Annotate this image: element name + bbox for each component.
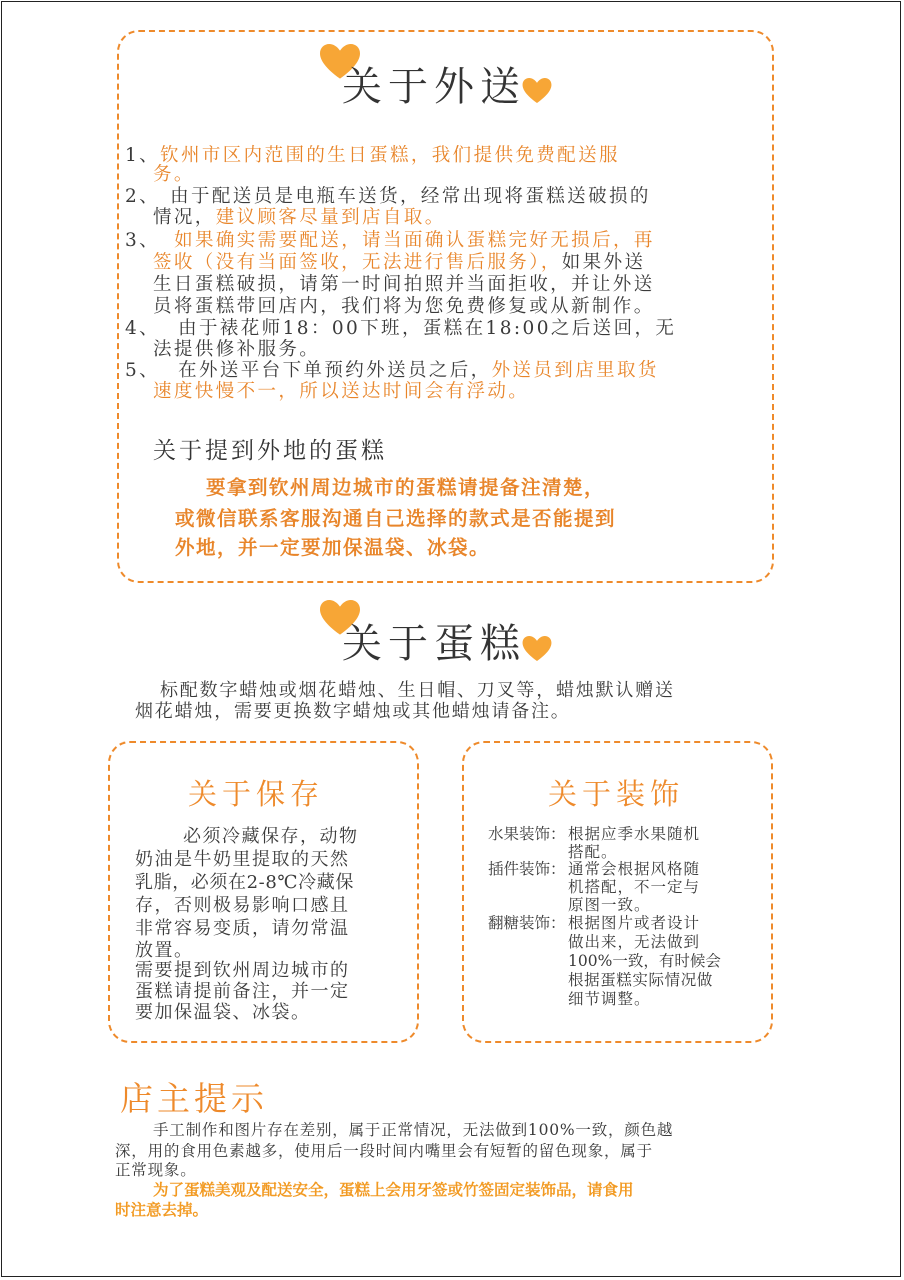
tips-line: 正常现象。: [115, 1161, 197, 1179]
remote-cake-subtitle: 关于提到外地的蛋糕: [153, 438, 387, 464]
decor-label-plugin: 插件装饰：: [488, 860, 566, 878]
delivery-item-1: 1、钦州市区内范围的生日蛋糕，我们提供免费配送服: [125, 145, 620, 166]
decor-title: 关于装饰: [548, 777, 685, 811]
decor-text: 原图一致。: [568, 896, 651, 914]
decor-text: 100%一致，有时候会: [568, 952, 721, 970]
storage-line: 非常容易变质，请勿常温: [135, 918, 350, 939]
tips-orange-line: 时注意去掉。: [115, 1201, 209, 1219]
decor-label-fondant: 翻糖装饰：: [488, 914, 566, 932]
storage-line: 乳脂，必须在2-8℃冷藏保: [135, 872, 354, 893]
delivery-item-4: 4、 由于裱花师18：00下班，蛋糕在18:00之后送回，无: [125, 318, 677, 339]
delivery-item-4-cont: 法提供修补服务。: [153, 339, 321, 360]
delivery-item-1-cont: 务。: [153, 164, 195, 185]
delivery-item-3-cont: 签收（没有当面签收，无法进行售后服务），如果外送: [153, 252, 646, 273]
decor-text: 做出来，无法做到: [568, 933, 701, 951]
decor-text: 通常会根据风格随: [568, 860, 701, 878]
decor-text: 细节调整。: [568, 990, 651, 1008]
decor-text: 搭配。: [568, 843, 618, 861]
storage-line: 放置。: [135, 940, 194, 961]
delivery-title: 关于外送: [342, 64, 526, 110]
storage-line: 必须冷藏保存，动物: [183, 826, 359, 847]
tips-line: 手工制作和图片存在差别，属于正常情况，无法做到100%一致，颜色越: [153, 1121, 674, 1139]
decor-label-fruit: 水果装饰：: [488, 825, 566, 843]
delivery-item-2-cont: 情况，建议顾客尽量到店自取。: [153, 207, 446, 228]
tips-orange-line: 为了蛋糕美观及配送安全，蛋糕上会用牙签或竹签固定装饰品，请食用: [153, 1181, 634, 1199]
remote-cake-line-1: 要拿到钦州周边城市的蛋糕请提备注清楚，: [206, 476, 606, 499]
decor-text: 机搭配，不一定与: [568, 878, 701, 896]
delivery-item-3-cont3: 员将蛋糕带回店内，我们将为您免费修复或从新制作。: [153, 296, 655, 317]
delivery-item-5: 5、 在外送平台下单预约外送员之后，外送员到店里取货: [125, 360, 659, 381]
heart-icon: [522, 636, 552, 662]
storage-line: 要加保温袋、冰袋。: [135, 1002, 311, 1023]
tips-title: 店主提示: [120, 1079, 268, 1118]
cake-title: 关于蛋糕: [342, 621, 526, 667]
tips-line: 深，用的食用色素越多，使用后一段时间内嘴里会有短暂的留色现象，属于: [115, 1142, 653, 1160]
cake-line-1: 标配数字蜡烛或烟花蜡烛、生日帽、刀叉等，蜡烛默认赠送: [160, 680, 675, 701]
storage-line: 存，否则极易影响口感且: [135, 895, 350, 916]
decor-text: 根据蛋糕实际情况做: [568, 971, 713, 989]
remote-cake-line-3: 外地，并一定要加保温袋、冰袋。: [175, 536, 491, 559]
delivery-item-2: 2、 由于配送员是电瓶车送货，经常出现将蛋糕送破损的: [125, 186, 651, 207]
storage-title: 关于保存: [188, 777, 325, 811]
remote-cake-line-2: 或微信联系客服沟通自己选择的款式是否能提到: [175, 507, 617, 530]
delivery-item-3: 3、 如果确实需要配送，请当面确认蛋糕完好无损后，再: [125, 230, 655, 251]
heart-icon: [522, 78, 552, 104]
decor-text: 根据图片或者设计: [568, 914, 701, 932]
storage-line: 需要提到钦州周边城市的: [135, 960, 350, 981]
cake-line-2: 烟花蜡烛，需要更换数字蜡烛或其他蜡烛请备注。: [135, 701, 571, 722]
storage-line: 蛋糕请提前备注，并一定: [135, 981, 350, 1002]
storage-line: 奶油是牛奶里提取的天然: [135, 849, 350, 870]
decor-text: 根据应季水果随机: [568, 825, 701, 843]
delivery-item-3-cont2: 生日蛋糕破损，请第一时间拍照并当面拒收，并让外送: [153, 274, 655, 295]
delivery-item-5-cont: 速度快慢不一，所以送达时间会有浮动。: [153, 381, 530, 402]
